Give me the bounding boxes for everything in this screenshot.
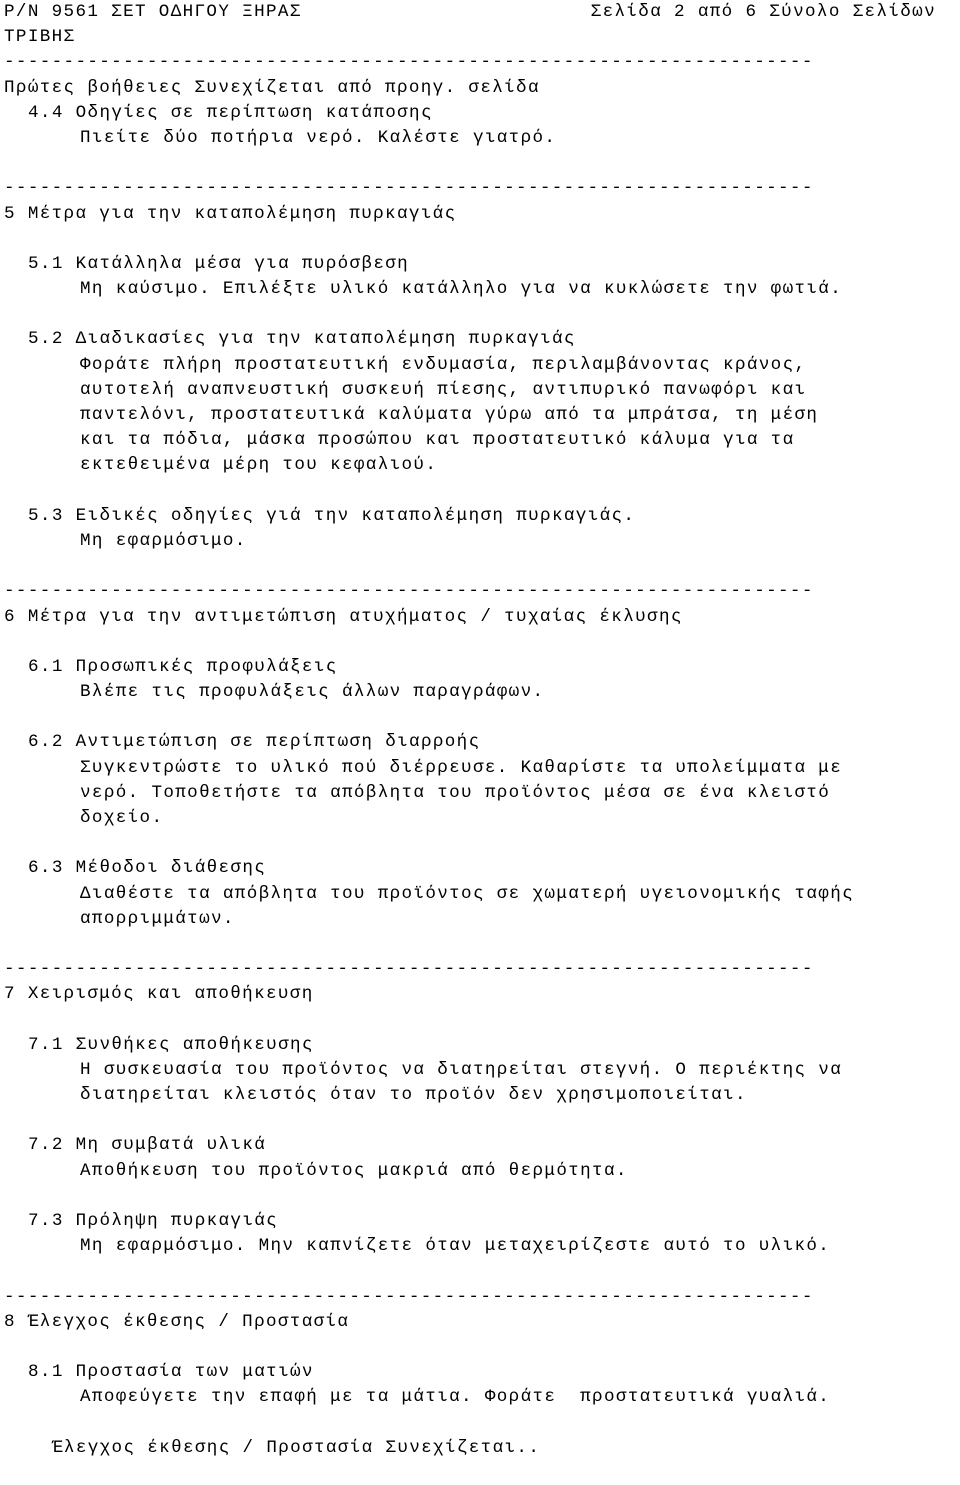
- blank-line: [4, 1335, 960, 1360]
- subsection-title: 6.3 Μέθοδοι διάθεσης: [28, 858, 267, 879]
- section-title: 5 Μέτρα για την καταπολέμηση πυρκαγιάς: [4, 203, 457, 224]
- first-aid-section: [4, 76, 960, 152]
- subsection-text: Μη εφαρμόσιμο. Μην καπνίζετε όταν μεταχειρίζεστε αυτό το υλικό.: [80, 1236, 831, 1257]
- subsection-text-line: διατηρείται κλειστός όταν το προϊόν δεν χρησιμοποιείται.: [80, 1085, 747, 1106]
- page-number-info: Σελίδα 2 από 6 Σύνολο Σελίδων: [590, 2, 936, 22]
- subsection-text: Μη εφαρμόσιμο.: [80, 530, 247, 551]
- subsection-title: 5.1 Κατάλληλα μέσα για πυρόσβεση: [28, 253, 410, 274]
- blank-line: [4, 932, 960, 957]
- firefighting-section: [4, 202, 960, 555]
- subsection-text-line: νερό. Τοποθετήστε τα απόβλητα του προϊόντος μέσα σε ένα κλειστό: [80, 782, 831, 803]
- subsection-text-line: απορριμμάτων.: [80, 908, 235, 929]
- page-header: [4, 0, 960, 50]
- subsection-text-line: και τα πόδια, μάσκα προσώπου και προστατευτικό κάλυμα για τα: [80, 430, 795, 451]
- sds-document-page: [4, 0, 960, 1461]
- subsection-title: 7.1 Συνθήκες αποθήκευσης: [28, 1034, 314, 1055]
- subsection-text: Πιείτε δύο ποτήρια νερό. Καλέστε γιατρό.: [80, 127, 557, 148]
- product-name-line-1: P/N 9561 ΣΕΤ ΟΔΗΓΟΥ ΞΗΡΑΣ: [4, 2, 302, 22]
- blank-line: [4, 151, 960, 176]
- subsection-title: 5.2 Διαδικασίες για την καταπολέμηση πυρκαγιάς: [28, 329, 576, 350]
- blank-line: [4, 630, 960, 655]
- blank-line: [4, 1008, 960, 1033]
- blank-line: [4, 554, 960, 579]
- subsection-text-line: αυτοτελή αναπνευστική συσκευή πίεσης, αντιπυρικό πανωφόρι και: [80, 379, 807, 400]
- blank-line: [4, 1411, 960, 1436]
- subsection-text: Βλέπε τις προφυλάξεις άλλων παραγράφων.: [80, 682, 545, 703]
- subsection-title: 5.3 Ειδικές οδηγίες γιά την καταπολέμηση πυρκαγιάς.: [28, 505, 636, 526]
- section-divider: --------------------------------------------------------------------: [4, 959, 814, 980]
- subsection-text-line: Φοράτε πλήρη προστατευτική ενδυμασία, περιλαμβάνοντας κράνος,: [80, 354, 807, 375]
- subsection-text: Αποφεύγετε την επαφή με τα μάτια. Φοράτε προστατευτικά γυαλιά.: [80, 1387, 831, 1408]
- section-title: 8 Έλεγχος έκθεσης / Προστασία: [4, 1311, 350, 1332]
- blank-line: [4, 1184, 960, 1209]
- section-title: 7 Χειρισμός και αποθήκευση: [4, 984, 314, 1005]
- subsection-title: 6.1 Προσωπικές προφυλάξεις: [28, 656, 338, 677]
- blank-line: [4, 227, 960, 252]
- blank-line: [4, 1259, 960, 1284]
- subsection-text: Αποθήκευση του προϊόντος μακριά από θερμότητα.: [80, 1160, 628, 1181]
- subsection-text-line: δοχείο.: [80, 808, 164, 829]
- section-divider: --------------------------------------------------------------------: [4, 52, 814, 73]
- handling-storage-section: [4, 982, 960, 1259]
- product-name: [4, 0, 524, 50]
- section-title: Πρώτες βοήθειες Συνεχίζεται από προηγ. σελίδα: [4, 77, 540, 98]
- product-name-line-2: ΤΡΙΒΗΣ: [4, 27, 76, 48]
- blank-line: [4, 1108, 960, 1133]
- subsection-text-line: Διαθέστε τα απόβλητα του προϊόντος σε χωματερή υγειονομικής ταφής: [80, 883, 855, 904]
- exposure-controls-section: [4, 1310, 960, 1461]
- subsection-title: 8.1 Προστασία των ματιών: [28, 1362, 314, 1383]
- blank-line: [4, 831, 960, 856]
- section-divider: --------------------------------------------------------------------: [4, 581, 814, 602]
- subsection-text: Μη καύσιμο. Επιλέξτε υλικό κατάλληλο για να κυκλώσετε την φωτιά.: [80, 279, 843, 300]
- section-divider: --------------------------------------------------------------------: [4, 1286, 814, 1307]
- subsection-text-line: εκτεθειμένα μέρη του κεφαλιού.: [80, 455, 438, 476]
- subsection-text-line: Συγκεντρώστε το υλικό πού διέρρευσε. Καθαρίστε τα υπολείμματα με: [80, 757, 843, 778]
- blank-line: [4, 302, 960, 327]
- subsection-text-line: παντελόνι, προστατευτικά καλύματα γύρω από τα μπράτσα, τη μέση: [80, 405, 819, 426]
- continued-note: Έλεγχος έκθεσης / Προστασία Συνεχίζεται..: [52, 1437, 541, 1458]
- blank-line: [4, 705, 960, 730]
- section-divider: --------------------------------------------------------------------: [4, 178, 814, 199]
- section-title: 6 Μέτρα για την αντιμετώπιση ατυχήματος / τυχαίας έκλυσης: [4, 606, 683, 627]
- subsection-title: 7.2 Μη συμβατά υλικά: [28, 1135, 267, 1156]
- subsection-title: 4.4 Οδηγίες σε περίπτωση κατάποσης: [28, 102, 433, 123]
- subsection-title: 7.3 Πρόληψη πυρκαγιάς: [28, 1211, 279, 1232]
- blank-line: [4, 479, 960, 504]
- subsection-title: 6.2 Αντιμετώπιση σε περίπτωση διαρροής: [28, 732, 481, 753]
- subsection-text-line: Η συσκευασία του προϊόντος να διατηρείται στεγνή. Ο περιέκτης να: [80, 1059, 843, 1080]
- accidental-release-section: [4, 605, 960, 932]
